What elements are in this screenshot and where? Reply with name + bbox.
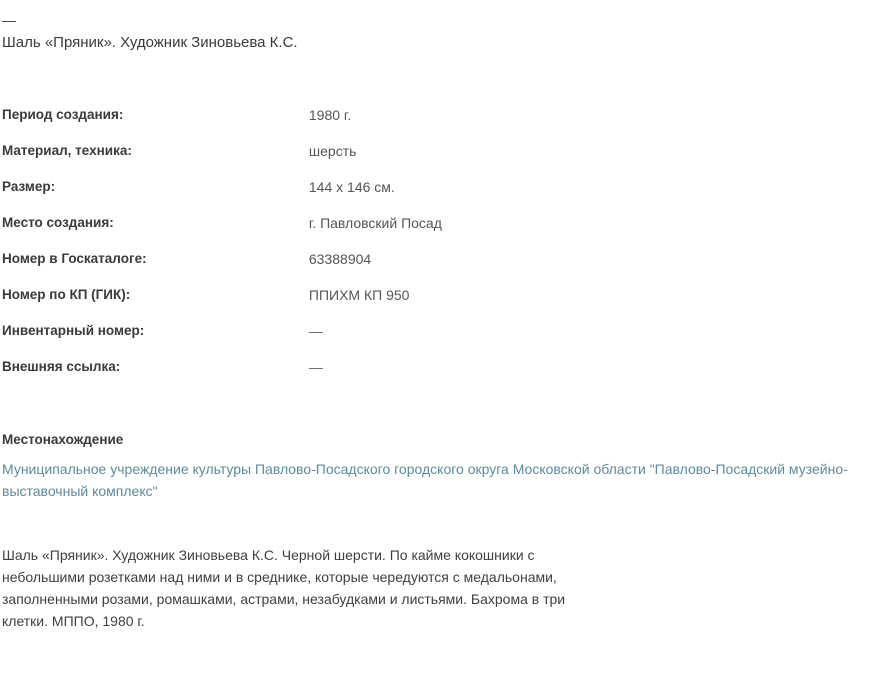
meta-value: 1980 г.: [308, 107, 352, 123]
meta-value: ППИХМ КП 950: [308, 287, 410, 303]
meta-value: г. Павловский Посад: [308, 215, 442, 231]
meta-label: Размер:: [2, 179, 56, 194]
meta-value: —: [308, 323, 323, 339]
meta-value: —: [308, 359, 323, 375]
meta-label: Место создания:: [2, 215, 114, 230]
meta-label: Номер по КП (ГИК):: [2, 287, 131, 302]
meta-value: шерсть: [308, 143, 357, 159]
table-row: [2, 106, 702, 142]
table-row: [2, 214, 702, 250]
location-section: [2, 431, 887, 502]
table-row: [2, 250, 702, 286]
table-row: [2, 178, 702, 214]
meta-label: Материал, техника:: [2, 143, 132, 158]
table-row: [2, 322, 702, 358]
record-header: [2, 9, 862, 54]
meta-label: Внешняя ссылка:: [2, 359, 121, 374]
table-row: [2, 286, 702, 322]
location-link[interactable]: Муниципальное учреждение культуры Павлово-Посадского городского округа Московской области "Павлово-Посадский музейно-выставочный комплекс": [2, 461, 848, 499]
meta-label: Период создания:: [2, 107, 124, 122]
location-heading: Местонахождение: [2, 432, 124, 447]
meta-value: 144 x 146 см.: [308, 179, 395, 195]
description-text: Шаль «Пряник». Художник Зиновьева К.С. Черной шерсти. По кайме кокошники с небольшими розетками над ними и в среднике, которые чередуются с медальонами, заполненными розами, ромашками, астрами, незабудками и листьями. Бахрома в три клетки. МППО, 1980 г.: [2, 547, 566, 629]
header-dash: —: [2, 12, 16, 28]
meta-label: Инвентарный номер:: [2, 323, 145, 338]
table-row: [2, 142, 702, 178]
meta-label: Номер в Госкаталоге:: [2, 251, 147, 266]
page-title: Шаль «Пряник». Художник Зиновьева К.С.: [2, 34, 298, 51]
meta-value: 63388904: [308, 251, 372, 267]
table-row: [2, 358, 702, 394]
metadata-table: [2, 106, 702, 394]
